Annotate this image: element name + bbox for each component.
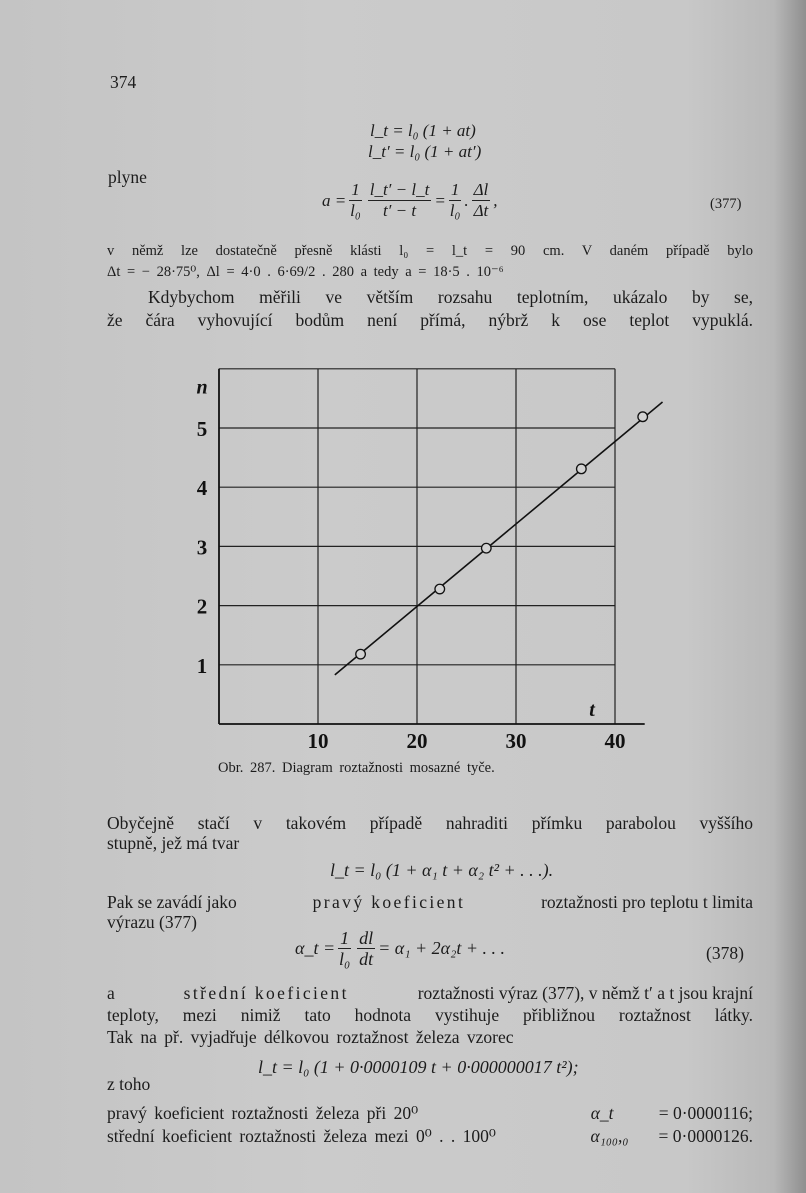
eq378-label: (378) (706, 943, 744, 963)
eq378-f1-den: l₀ (338, 949, 351, 969)
para2-line2: že čára vyhovující bodům není přímá, nýbrž k ose teplot vypuklá. (107, 310, 753, 330)
para5-a: a (107, 983, 115, 1003)
eq378-f2-den: dt (359, 949, 374, 969)
para5-term: střední koeficient (183, 983, 349, 1003)
x-tick-label: 40 (604, 729, 626, 753)
para1-line1: v němž lze dostatečně přesně klásti l₀ = l_t = 90 cm. V daném případě bylo (107, 243, 753, 259)
para4-term: pravý koeficient (312, 892, 466, 912)
eq378-f2-num: dl (359, 928, 374, 948)
y-tick-label: 2 (196, 594, 208, 619)
eq377-f1-num: 1 (351, 180, 360, 199)
para5-c: roztažnosti výraz (377), v němž t′ a t jsou krajní (417, 983, 753, 1003)
para5-line1 (107, 982, 753, 1004)
para3-line2: stupně, jež má tvar (107, 833, 240, 853)
equation-lt: l_t = l₀ (1 + at) (370, 121, 476, 140)
eq377-dot: . (464, 190, 469, 210)
eq377-f2-den: t′ − t (382, 201, 417, 220)
result-text-1: pravý koeficient roztažnosti železa při 20⁰ (107, 1103, 419, 1123)
page-number: 374 (110, 72, 137, 92)
equation-parabola: l_t = l₀ (1 + α₁ t + α₂ t² + . . .). (330, 860, 554, 880)
data-point (638, 412, 648, 422)
eq377-f2-num: l_t′ − l_t (369, 180, 430, 199)
eq377-lhs: a = (322, 190, 347, 210)
figure-caption: Obr. 287. Diagram roztažnosti mosazné tyče. (218, 760, 495, 776)
eq377-f3-num: 1 (450, 180, 460, 199)
eq377-f4-den: Δt (473, 201, 489, 220)
para3-line1: Obyčejně stačí v takovém případě nahraditi přímku parabolou vyššího (107, 813, 753, 833)
eq377-tail: , (493, 190, 498, 210)
result-row-1 (107, 1102, 753, 1124)
result-symbol-2: α₁₀₀,₀ (590, 1126, 629, 1146)
para1-line2: Δt = − 28·75⁰, Δl = 4·0 . 6·69/2 . 280 a tedy a = 18·5 . 10⁻⁶ (107, 264, 504, 280)
eq378-lhs: α_t = (295, 938, 336, 958)
para2-line1: Kdybychom měřili ve větším rozsahu teplotním, ukázalo by se, (148, 287, 753, 307)
data-point (482, 543, 492, 553)
y-tick-label: 3 (196, 535, 208, 560)
x-tick-label: 20 (406, 729, 428, 753)
result-text-2: střední koeficient roztažnosti železa mezi 0⁰ . . 100⁰ (107, 1126, 496, 1146)
eq378-rhs: = α₁ + 2α₂t + . . . (378, 938, 505, 958)
x-tick-label: 30 (505, 729, 527, 753)
text-z-toho: z toho (107, 1074, 151, 1094)
result-value-1: = 0·0000116; (658, 1103, 753, 1123)
x-tick-label: 10 (307, 729, 329, 753)
para5-line2: teploty, mezi nimiž tato hodnota vystihuje přibližnou roztažnost látky. (107, 1005, 753, 1025)
eq377-f1-den: l₀ (350, 201, 361, 220)
data-point (577, 464, 587, 474)
result-symbol-1: α_t (590, 1103, 614, 1123)
equation-lt-prime: l_t′ = l₀ (1 + at′) (368, 142, 482, 161)
para5-line3: Tak na př. vyjadřuje délkovou roztažnost železa vzorec (107, 1027, 514, 1047)
eq377-label: (377) (710, 196, 742, 212)
data-point (435, 584, 445, 594)
y-axis-label: n (196, 376, 208, 399)
data-point (356, 649, 366, 659)
x-axis-label: t (589, 699, 595, 721)
equation-378 (295, 928, 505, 969)
para4-c: roztažnosti pro teplotu t limita (541, 892, 753, 912)
y-tick-label: 1 (196, 653, 208, 678)
result-value-2: = 0·0000126. (658, 1126, 753, 1146)
text-plyne: plyne (108, 167, 147, 187)
eq377-f3-den: l₀ (449, 201, 461, 220)
eq378-f1-num: 1 (340, 928, 350, 948)
result-row-2 (107, 1125, 753, 1147)
equation-iron: l_t = l₀ (1 + 0·0000109 t + 0·000000017 t²); (258, 1057, 579, 1077)
fit-line (335, 402, 663, 675)
para4-line2: výrazu (377) (107, 912, 197, 932)
y-tick-label: 4 (196, 476, 208, 501)
para4-a: Pak se zavádí jako (107, 892, 237, 912)
eq377-eq: = (434, 190, 446, 210)
eq377-f4-num: Δl (473, 180, 489, 199)
para4-line1 (107, 891, 753, 913)
y-tick-label: 5 (196, 417, 208, 441)
